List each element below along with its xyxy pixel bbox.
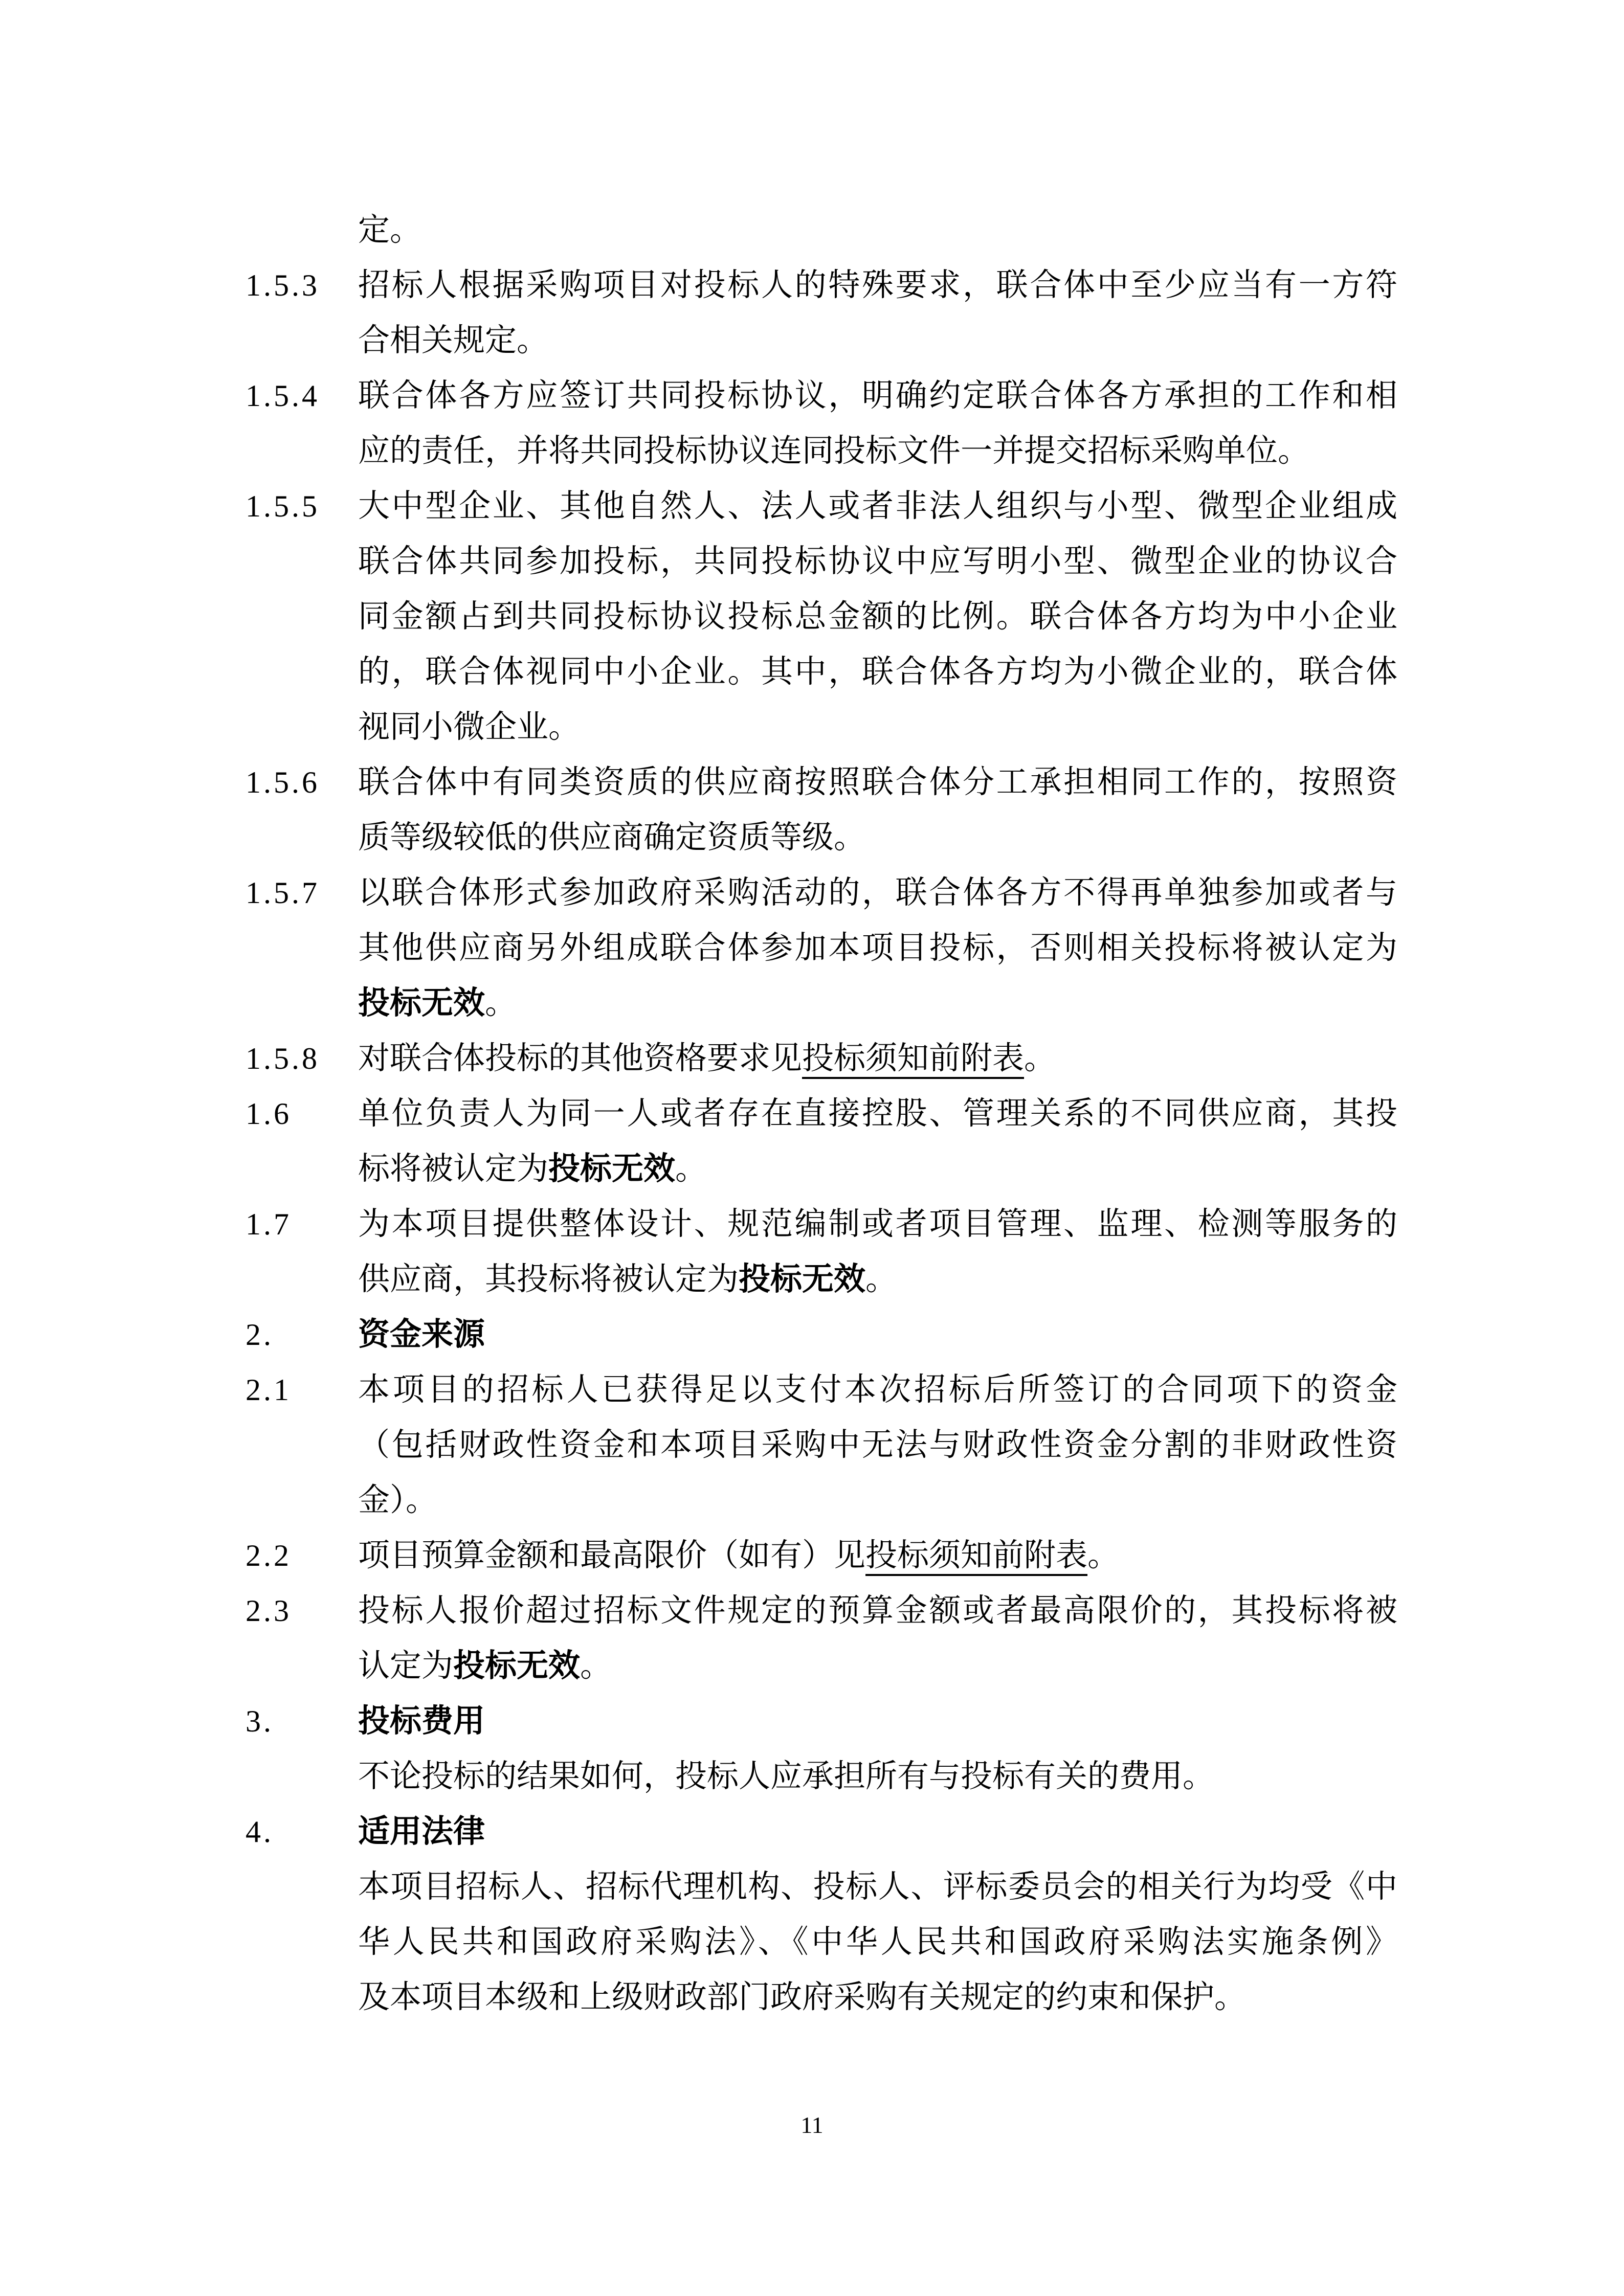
clause-body bbox=[358, 1749, 1397, 1804]
clause-line bbox=[358, 1197, 1397, 1252]
clause-line bbox=[358, 1915, 1397, 1970]
clause-number: 1.7 bbox=[246, 1207, 292, 1241]
clause-line bbox=[358, 920, 1397, 976]
clause-line bbox=[358, 534, 1397, 589]
text-segment: 视同小微企业。 bbox=[358, 710, 581, 745]
clause-line bbox=[358, 644, 1397, 700]
text-segment: 金）。 bbox=[358, 1483, 438, 1518]
clause-line bbox=[358, 1307, 1397, 1362]
clause-number: 1.5.6 bbox=[246, 766, 320, 799]
clause-row bbox=[246, 1031, 1397, 1086]
text-segment: 供应商，其投标将被认定为 bbox=[358, 1262, 739, 1297]
text-segment: 合相关规定。 bbox=[358, 323, 549, 358]
page-number: 11 bbox=[800, 2112, 824, 2138]
clause-line bbox=[358, 1473, 1397, 1528]
text-segment: 标将被认定为 bbox=[358, 1152, 549, 1186]
clause-body bbox=[358, 479, 1397, 755]
emphasis-text: 投标无效 bbox=[739, 1262, 866, 1297]
clause-line bbox=[358, 700, 1397, 755]
text-segment: 投标人报价超过招标文件规定的预算金额或者最高限价的，其投标将被 bbox=[358, 1593, 1397, 1628]
clause-body bbox=[358, 368, 1397, 479]
clause-row bbox=[246, 368, 1397, 479]
clause-row bbox=[246, 1086, 1397, 1197]
clause-line bbox=[358, 1528, 1397, 1583]
clause-body bbox=[358, 258, 1397, 368]
clause-number: 1.5.7 bbox=[246, 876, 320, 910]
clause-row bbox=[246, 755, 1397, 865]
text-segment: 的，联合体视同中小企业。其中，联合体各方均为小微企业的，联合体 bbox=[358, 655, 1397, 689]
clause-row bbox=[246, 1528, 1397, 1583]
text-segment: （包括财政性资金和本项目采购中无法与财政性资金分割的非财政性资 bbox=[358, 1428, 1397, 1462]
emphasis-text: 适用法律 bbox=[358, 1814, 485, 1849]
clause-line bbox=[358, 1804, 1397, 1859]
clause-number: 4. bbox=[246, 1815, 274, 1849]
clause-line bbox=[358, 1583, 1397, 1638]
clause-line bbox=[358, 865, 1397, 920]
section-heading-text bbox=[358, 1804, 1397, 1859]
clause-line bbox=[358, 479, 1397, 534]
clause-row bbox=[246, 1197, 1397, 1307]
text-segment: 。 bbox=[580, 1649, 612, 1683]
text-segment: 同金额占到共同投标协议投标总金额的比例。联合体各方均为中小企业 bbox=[358, 599, 1397, 634]
text-segment: 本项目招标人、招标代理机构、投标人、评标委员会的相关行为均受《中 bbox=[358, 1870, 1397, 1904]
clause-line bbox=[358, 1638, 1397, 1694]
clause-row bbox=[246, 1583, 1397, 1694]
clause-line bbox=[358, 1141, 1397, 1197]
clause-body bbox=[358, 1859, 1397, 2025]
section-heading-row bbox=[246, 1804, 1397, 1859]
clause-number: 3. bbox=[246, 1704, 274, 1738]
clause-number: 2.1 bbox=[246, 1373, 292, 1407]
clause-number: 2.3 bbox=[246, 1594, 292, 1628]
clause-body bbox=[358, 865, 1397, 1031]
text-segment: 。 bbox=[865, 1262, 898, 1297]
reference-link-text: 投标须知前附表 bbox=[802, 1041, 1025, 1076]
clause-number: 2. bbox=[246, 1318, 274, 1352]
clause-body bbox=[358, 1362, 1397, 1528]
clause-line bbox=[358, 1859, 1397, 1915]
text-segment: 华人民共和国政府采购法》、《中华人民共和国政府采购法实施条例》 bbox=[358, 1925, 1397, 1960]
clause-number: 1.5.4 bbox=[246, 379, 320, 413]
section-heading-text bbox=[358, 1694, 1397, 1749]
clause-line bbox=[358, 1362, 1397, 1417]
clause-line bbox=[358, 1749, 1397, 1804]
clause-number: 1.5.8 bbox=[246, 1042, 320, 1075]
clause-line bbox=[358, 313, 1397, 368]
text-segment: 以联合体形式参加政府采购活动的，联合体各方不得再单独参加或者与 bbox=[358, 875, 1397, 910]
text-segment: 应的责任，并将共同投标协议连同投标文件一并提交招标采购单位。 bbox=[358, 434, 1310, 468]
clause-row bbox=[246, 1859, 1397, 2025]
section-heading-row bbox=[246, 1694, 1397, 1749]
text-segment: 。 bbox=[485, 986, 517, 1021]
text-segment: 联合体共同参加投标，共同投标协议中应写明小型、微型企业的协议合 bbox=[358, 544, 1397, 579]
clause-line bbox=[358, 258, 1397, 313]
clause-row bbox=[246, 865, 1397, 1031]
text-segment: 对联合体投标的其他资格要求见 bbox=[358, 1041, 803, 1076]
clause-line bbox=[358, 1031, 1397, 1086]
text-segment: 项目预算金额和最高限价（如有）见 bbox=[358, 1538, 866, 1573]
clause-line bbox=[358, 589, 1397, 644]
clause-line bbox=[358, 202, 1397, 258]
clause-row bbox=[246, 479, 1397, 755]
reference-link-text: 投标须知前附表 bbox=[865, 1538, 1088, 1573]
clause-body bbox=[358, 1031, 1397, 1086]
clause-line bbox=[358, 755, 1397, 810]
emphasis-text: 投标无效 bbox=[548, 1152, 676, 1186]
emphasis-text: 投标无效 bbox=[358, 986, 485, 1021]
text-segment: 联合体各方应签订共同投标协议，明确约定联合体各方承担的工作和相 bbox=[358, 378, 1397, 413]
clauses bbox=[246, 202, 1397, 2025]
clause-body bbox=[358, 1086, 1397, 1197]
text-segment: 。 bbox=[675, 1152, 707, 1186]
text-segment: 认定为 bbox=[358, 1649, 454, 1683]
text-segment: 及本项目本级和上级财政部门政府采购有关规定的约束和保护。 bbox=[358, 1980, 1247, 2015]
clause-body bbox=[358, 755, 1397, 865]
text-segment: 联合体中有同类资质的供应商按照联合体分工承担相同工作的，按照资 bbox=[358, 765, 1397, 800]
clause-line bbox=[358, 1417, 1397, 1473]
clause-row bbox=[246, 1749, 1397, 1804]
clause-line bbox=[358, 810, 1397, 865]
text-segment: 本项目的招标人已获得足以支付本次招标后所签订的合同项下的资金 bbox=[358, 1372, 1397, 1407]
clause-row bbox=[246, 1362, 1397, 1528]
emphasis-text: 资金来源 bbox=[358, 1317, 485, 1352]
clause-body bbox=[358, 1197, 1397, 1307]
emphasis-text: 投标无效 bbox=[453, 1649, 581, 1683]
clause-number: 1.5.5 bbox=[246, 489, 320, 523]
text-segment: 大中型企业、其他自然人、法人或者非法人组织与小型、微型企业组成 bbox=[358, 489, 1397, 524]
clause-row bbox=[246, 202, 1397, 258]
clause-number: 1.5.3 bbox=[246, 268, 320, 302]
text-segment: 。 bbox=[1024, 1041, 1056, 1076]
clause-line bbox=[358, 1086, 1397, 1141]
clause-number: 1.6 bbox=[246, 1097, 292, 1131]
section-heading-text bbox=[358, 1307, 1397, 1362]
clause-line bbox=[358, 976, 1397, 1031]
text-segment: 其他供应商另外组成联合体参加本项目投标，否则相关投标将被认定为 bbox=[358, 931, 1397, 965]
clause-body bbox=[358, 202, 1397, 258]
emphasis-text: 投标费用 bbox=[358, 1704, 485, 1739]
text-segment: 为本项目提供整体设计、规范编制或者项目管理、监理、检测等服务的 bbox=[358, 1207, 1397, 1242]
clause-line bbox=[358, 423, 1397, 479]
text-segment: 质等级较低的供应商确定资质等级。 bbox=[358, 820, 866, 855]
clause-line bbox=[358, 1970, 1397, 2025]
section-heading-row bbox=[246, 1307, 1397, 1362]
text-segment: 定。 bbox=[358, 213, 422, 247]
clause-line bbox=[358, 368, 1397, 423]
clause-number: 2.2 bbox=[246, 1539, 292, 1572]
clause-body bbox=[358, 1528, 1397, 1583]
text-segment: 不论投标的结果如何，投标人应承担所有与投标有关的费用。 bbox=[358, 1759, 1215, 1794]
clause-row bbox=[246, 258, 1397, 368]
clause-line bbox=[358, 1252, 1397, 1307]
text-segment: 单位负责人为同一人或者存在直接控股、管理关系的不同供应商，其投 bbox=[358, 1096, 1397, 1131]
text-segment: 。 bbox=[1087, 1538, 1120, 1573]
text-segment: 招标人根据采购项目对投标人的特殊要求，联合体中至少应当有一方符 bbox=[358, 268, 1397, 303]
clause-line bbox=[358, 1694, 1397, 1749]
clause-body bbox=[358, 1583, 1397, 1694]
